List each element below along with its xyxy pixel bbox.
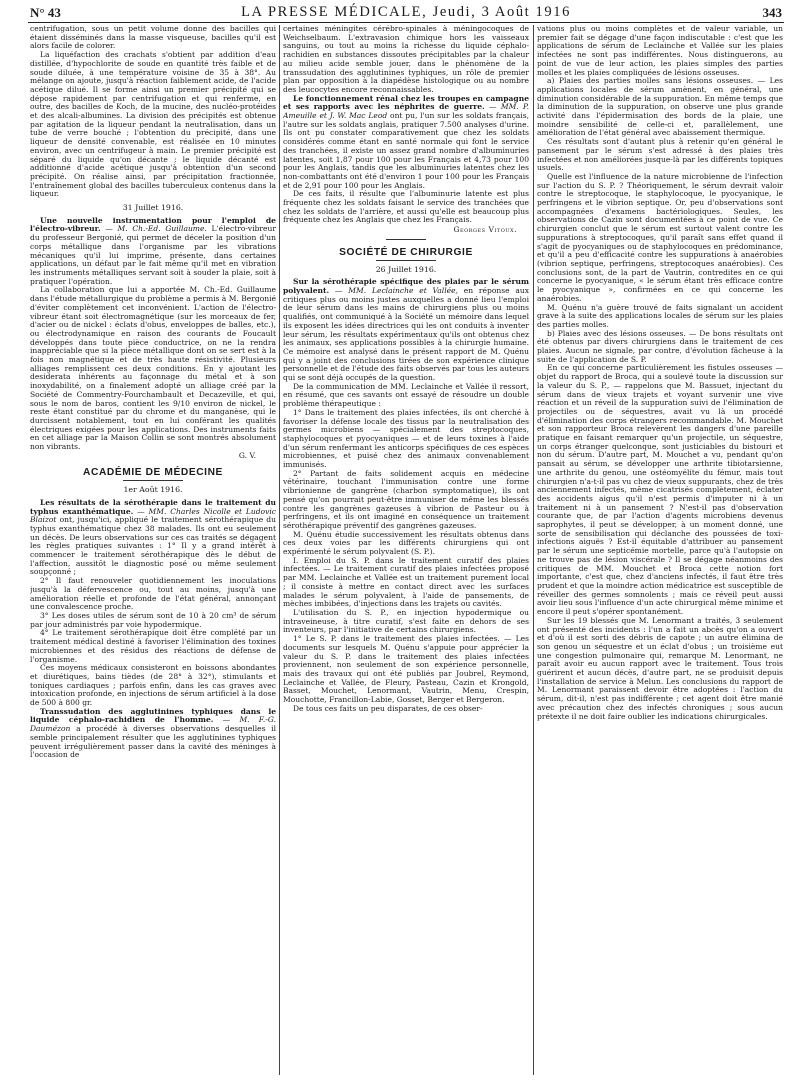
paragraph: 3° Les doses utiles de sérum sont de 10 à 20 cm³ de sérum par jour administrés par voie hypodermique. [30,611,276,629]
issue-number: N° 43 [30,5,61,20]
section-rule [123,480,183,481]
session-date: 1er Août 1916. [123,485,183,495]
article: Le fonctionnement rénal chez les troupes en campagne et ses rapports avec les néphrites de guerre. — MM. P. Ameuille et J. W. Mac Leod ont pu, l'un sur les soldats français, l'autre sur les soldats anglais, pratiquer 7.500 analyses d'urine. Ils ont pu constater comparativement que chez les soldats considérés comme étant en santé normale qui font le service des tranchées, il existe un assez grand nombre d'albuminuries latentes, soit 1,87 pour 100 pour les Français et 4,73 pour 100 pour les Anglais, tandis que les albuminuries latentes chez les non-combattants ont été d'environ 1 pour 100 pour les Français et de 2,91 pour 100 pour les Anglais. [283,93,529,190]
paragraph: 2° Il faut renouveler quotidiennement les inoculations jusqu'à la défervescence ou, tout au moins, jusqu'à une amélioration réelle et profonde de l'état général, annonçant une convalescence proche. [30,576,276,612]
article-author: MM. Charles Nicolle et Ludovic Blaizot [30,506,276,525]
paragraph: De ces faits, il résulte que l'albuminurie latente est plus fréquente chez les soldats faisant le service des tranchées que chez les soldats de l'arrière, et aussi qu'elle est beaucoup plus fréquente chez les Anglais que chez les Français. [283,189,529,225]
paragraph: 2° Partant de faits solidement acquis en médecine vétérinaire, touchant l'immunisation contre une forme vibrionienne de gangrène (charbon symptomatique), ils ont pensé qu'on pourrait peut-être immuniser de même les blessés contre les gangrènes gazeuses à vibrion de Pasteur ou à perfringens, et ils ont imaginé en conséquence un traitement sérothérapique préventif des gangrènes gazeuses. [283,468,529,530]
paragraph: certaines méningites cérébro-spinales à méningocoques de Weichselbaum. L'extravasion chimique hors les vaisseaux sanguins, ou tout au moins la richesse du liquide céphalo-rachidien en substances dissoutes précipitables par la chaleur au milieu acide semble jouer, dans le phénomène de la transsudation des agglutinines typhiques, un rôle de premier plan par opposition à la diapédèse histologique ou au nombre des leucocytes encore reconnaissables. [283,25,529,94]
signature: Georges Vitoux. [453,225,517,235]
paragraph: M. Quénu étudie successivement les résultats obtenus dans ces deux voies par les différents chirurgiens qui ont expérimenté le sérum polyvalent (S. P.). [283,529,529,557]
column-divider [533,25,534,1075]
session-date: 26 Juillet 1916. [375,264,437,274]
paragraph: De tous ces faits un peu disparates, de ces obser- [293,703,483,713]
column-2 [283,25,529,1077]
article-text: L'électro-vibreur du professeur Bergonié, qui permet de déceler la position d'un corps métallique dans l'organisme par les vibrations mécaniques qu'il lui imprime, présente, dans certaines applications, un défaut par le fait même qu'il met en vibration les instruments métalliques servant soit à souder la plaie, soit à pratiquer l'opération. [30,224,276,286]
paragraph: Quelle est l'influence de la nature microbienne de l'infection sur l'action du S. P. ? Théoriquement, le sérum devrait valoir contre le streptocoque, le staphylocoque, le pyocyanique, le perfringens et le vibrion septique. Or, peu d'observations sont accompagnées d'examens bactériologiques. Seules, les observations de Cazin sont documentées à ce point de vue. Ce chirurgien conclut que le sérum est surtout valent contre les suppurations à streptocoques, qu'il paraît sans effet quand il s'agit de pyocyaniques ou de staphylocoques en prédominance, et qu'il a peu d'efficacité contre les suppurations à anaérobies (vibrion septique, perfringens, streptocoques anaérobies). Ces conclusions sont, de la part de Vautrin, contredites en ce qui concerne le pyocyanique, « le sérum étant très efficace contre le pyocyanique », confirmées en ce qui concerne les anaérobies. [537,171,783,303]
paragraph: a) Plaies des parties molles sans lésions osseuses. — Les applications locales de sérum amènent, en général, une diminution considérable de la suppuration. En même temps que la diminution de la suppuration, on observe une plus grande activité dans l'épidermisation des bords de la plaie, une moindre sensibilité de celle-ci et, parallèlement, une amélioration de l'état général avec abaissement thermique. [537,76,783,138]
article-title: Une nouvelle instrumentation pour l'emploi de l'électro-vibreur. [30,215,276,234]
paragraph: I. Emploi du S. P. dans le traitement curatif des plaies infectées. — Le traitement curatif des plaies infectées proposé par MM. Leclainche et Vallée est un traitement purement local ; il consiste à mettre en contact direct avec les surfaces malades le sérum polyvalent, à l'aide de pansements, de mèches imbibées, d'injections dans les trajets ou cavités. [283,555,529,609]
section-heading: ACADÉMIE DE MÉDECINE [83,467,223,479]
journal-title: LA PRESSE MÉDICALE, Jeudi, 3 Août 1916 [241,4,571,20]
paragraph: b) Plaies avec des lésions osseuses. — De bons résultats ont été obtenus par divers chirurgiens dans le traitement de ces plaies. Aucun ne signale, par contre, d'évolution fâcheuse à la suite de l'application de S. P. [537,328,783,364]
paragraph: En ce qui concerne particulièrement les fistules osseuses — objet du rapport de Broca, qui a soulevé toute la discussion sur la valeur du S. P., — rappelons que M. Bassuet, injectant du sérum dans de vieux trajets et voyant survenir une vive réaction et un réveil de la suppuration suivi de l'élimination de projectiles ou de séquestres, avait vu là un procédé d'élimination des corps étrangers recommandable. M. Mouchet et son rapporteur Broca relevèrent les dangers d'une pareille pratique en faisant remarquer qu'un projectile, un séquestre, un corps étranger quelconque, sont justiciables du bistouri et non du sérum. D'autre part, M. Mouchet a vu, pendant qu'on pansait au sérum, se développer une arthrite tibiotarsienne, une arthrite du genou, une ostéomyélite du fémur, mais tout chirurgien n'a-t-il pas vu chez de vieux suppurants, chez de très anciennement infectés, même cicatrisés complètement, éclater des accidents aigus qu'il n'est permis d'imputer ni à un traitement ni à un pansement ? N'est-il pas d'observation courante que, de par l'action d'agents microbiens devenus saprophytes, il peut se développer, à un moment donné, une sorte de sensibilisation qui déclanche des poussées de toxi-infections aiguës ? Est-il équitable d'attribuer au pansement par le sérum une septicémie mortelle, parce qu'à l'autopsie on ne trouve pas de lésion viscérale ? Il se dégage néanmoins des critiques de MM. Mouchet et Broca cette notion fort importante, c'est que, chez d'anciens infectés, il faut être très prudent et que la moindre action médicatrice est susceptible de réveiller des germes somnolents ; mais ce réveil peut aussi avoir lieu sous l'influence d'un acte chirurgical même minime et encore il peut s'opérer spontanément. [537,363,783,617]
article-title: Les résultats de la sérothérapie dans le traitement du typhus exanthématique. [30,497,276,516]
article-title: Transsudation des agglutinines typhiques dans le liquide céphalo-rachidien de l'homme. [30,706,276,725]
session-date: 31 Juillet 1916. [122,203,184,213]
article-text: ont pu, l'un sur les soldats français, l'autre sur les soldats anglais, pratiquer 7.500 analyses d'urine. Ils ont pu constater comparativement que chez les soldats considérés comme étant en santé normale qui font le service des tranchées, il existe un assez grand nombre d'albuminuries latentes, soit 1,87 pour 100 pour les Français et 4,73 pour 100 pour les Anglais, tandis que les albuminuries latentes chez les non-combattants ont été d'environ 1 pour 100 pour les Français et de 2,91 pour 100 pour les Anglais. [283,111,529,190]
paragraph: La collaboration que lui a apportée M. Ch.-Ed. Guillaume dans l'étude métallurgique du problème a permis à M. Bergonié d'éviter complètement cet inconvénient. L'action de l'électro-vibreur étant soit électromagnétique (sur les morceaux de fer, d'acier ou de nickel : éclats d'obus, enveloppes de balles, etc.), ou électrodynamique en raison des courants de Foucault développés dans toute pièce conductrice, on ne la rendra inappréciable que si la pièce métallique dont on se sert est à la fois non magnétique et de très haute résistivité. Plusieurs alliages remplissent ces deux conditions. En y ajoutant les desiderata inhérents au façonnage du métal et à son inoxydabilité, on a finalement adopté un alliage créé par la Société de Commentry-Fourchambault et Decazeville, et qui, sous le nom de baros, contient les 9/10 environ de nickel, le reste étant constitué par du chrome et du manganèse, qui le durcissent notablement, tout en lui conférant les qualités électriques exigées pour les applications. Des instruments faits en cet alliage par la Maison Collin se sont montrés absolument non vibrants. [30,285,276,452]
article-title: Sur la sérothérapie spécifique des plaies par le sérum polyvalent. [283,277,529,295]
article-author: M. F.-G. Daumézon [30,715,276,734]
paragraph: Sur les 19 blessés que M. Lenormant a traités, 3 seulement ont présenté des incidents : l'un a fait un abcès qu'on a ouvert et d'où il est sorti des débris de capote ; un autre élimina de son genou un séquestre et un éclat d'obus ; un troisième eut une congestion pulmonaire qui, remarque M. Lenormant, ne paraît avoir eu aucun rapport avec le traitement. Tous trois guérirent et aucun décès, d'autre part, ne se produisit depuis l'installation de service à Melun. Les conclusions du rapport de M. Lenormant paraissent devoir être adoptées : l'action du sérum, dit-il, n'est pas indifférente ; cet agent doit être manié avec précaution chez des infectés chroniques ; sous aucun prétexte il ne doit faire oublier les indications chirurgicales. [537,615,783,721]
paragraph: centrifugation, sous un petit volume donne des bacilles qui étaient disséminés dans la masse visqueuse, bacilles qu'il est alors facile de colorer. [30,25,276,51]
paragraph: 1° Le S. P. dans le traitement des plaies infectées. — Les documents sur lesquels M. Quénu s'appuie pour apprécier la valeur du S. P. dans le traitement des plaies infectées proviennent, non seulement de son expérience personnelle, mais des travaux qui ont été publiés par Joubrel, Reymond, Leclainche et Vallée, de Fleury, Pasteau, Cazin et Krongold, Basset, Mouchet, Lenormant, Vautrin, Menu, Crespin, Mouchotte, Francillon-Labie, Gosset, Berger et Bergeron. [283,634,529,705]
section-heading: SOCIÉTÉ DE CHIRURGIE [339,246,473,258]
page-number: 343 [762,5,782,20]
paragraph: 4° Le traitement sérothérapique doit être complété par un traitement médical destiné à favoriser l'élimination des toxines microbiennes et des résidus des réactions de défense de l'organisme. [30,628,276,664]
paragraph: vations plus ou moins complètes et de valeur variable, un premier fait se dégage d'une façon indiscutable : c'est que les applications de sérum de Leclainche et Vallée sur les plaies infectées ne sont pas indifférentes. Nous distinguerons, au point de vue de leur action, les plaies simples des parties molles et les plaies compliquées de lésions osseuses. [537,25,783,77]
paragraph: La liquéfaction des crachats s'obtient par addition d'eau distillée, d'hypochlorite de soude en quantité très faible et de soude diluée, à une température voisine de 35 à 38°. Au mélange on ajoute, jusqu'à réaction faiblement acide, de l'acide acétique dilué. Il se forme ainsi un premier précipité qui se dépose rapidement par centrifugation et qui renferme, en outre, des bacilles de Koch, de la mucine, des nucléo-protéides et des alcali-albumines. La division des précipités est obtenue par agitation de la liqueur pendant la neutralisation, dans un tube de verre bouché ; l'obtention du précipité, dans une liqueur de densité convenable, est réalisée en 10 minutes environ, avec un centrifugeur à main. Le premier précipité est séparé du liquide qu'on décante ; le liquide décanté est additionné d'acide acétique jusqu'à obtention d'un second précipité. On réalise ainsi, par précipitation fractionnée, l'entraînement global des bacilles tuberculeux contenus dans la liqueur. [30,50,276,199]
separator-rule [386,239,426,240]
article: Transsudation des agglutinines typhiques dans le liquide céphalo-rachidien de l'homme. — M. F.-G. Daumézon a procédé à diverses observations desquelles il semble principalement résulter que les agglutinines typhiques peuvent irrégulièrement passer dans la cavité des méninges à l'occasion de [30,706,276,760]
article-title: Le fonctionnement rénal chez les troupes en campagne et ses rapports avec les néphrites de guerre. [283,93,529,112]
article-author: M. Ch.-Ed. Guillaume. [117,224,207,234]
signature: G. V. [238,450,256,460]
article: Les résultats de la sérothérapie dans le traitement du typhus exanthématique. — MM. Charles Nicolle et Ludovic Blaizot ont, jusqu'ici, appliqué le traitement sérothérapique du typhus exanthématique chez 38 malades. Ils ont eu seulement un décès. De leurs observations sur ces cas traités se dégagent les règles pratiques suivantes : 1° Il y a grand intérêt à commencer le traitement sérothérapique dès le début de l'affection, aussitôt le diagnostic posé ou même seulement soupçonné ; [30,497,276,577]
article-text: a procédé à diverses observations desquelles il semble principalement résulter que les agglutinines typhiques peuvent irrégulièrement passer dans la cavité des méninges à l'occasion de [30,724,276,760]
page-header [28,2,784,23]
paragraph: Ces résultats sont d'autant plus à retenir qu'en général le pansement par le sérum s'est adressé à des plaies très infectées et non améliorées jusque-là par les différents topiques usuels. [537,137,783,173]
article-author: MM. P. Ameuille et J. W. Mac Leod [283,102,529,121]
article: Une nouvelle instrumentation pour l'emploi de l'électro-vibreur. — M. Ch.-Ed. Guillaume. L'électro-vibreur du professeur Bergonié, qui permet de déceler la position d'un corps métallique dans l'organisme par les vibrations mécaniques qu'il lui imprime, présente, dans certaines applications, un défaut par le fait même qu'il met en vibration les instruments métalliques servant soit à souder la plaie, soit à pratiquer l'opération. [30,215,276,286]
column-divider [279,25,280,1075]
paragraph: Ces moyens médicaux consisteront en boissons abondantes et diurétiques, bains tièdes (de 28° à 32°), stimulants et toniques cardiaques ; parfois enfin, dans les cas graves avec intoxication profonde, en injections de sérum artificiel à la dose de 500 à 800 gr. [30,663,276,708]
paragraph: De la communication de MM. Leclainche et Vallée il ressort, en résumé, que ces savants ont essayé de résoudre un double problème thérapeutique : [283,381,529,409]
column-3 [537,25,783,1077]
paragraph: M. Quénu n'a guère trouvé de faits signalant un accident grave à la suite des applications locales de sérum sur les plaies des parties molles. [537,302,783,329]
article-text: ont, jusqu'ici, appliqué le traitement sérothérapique du typhus exanthématique chez 38 malades. Ils ont eu seulement un décès. De leurs observations sur ces cas traités se dégagent les règles pratiques suivantes : 1° Il y a grand intérêt à commencer le traitement sérothérapique dès le début de l'affection, aussitôt le diagnostic posé ou même seulement soupçonné ; [30,515,276,577]
article: Sur la sérothérapie spécifique des plaies par le sérum polyvalent. — MM. Leclainche et Vallée, en réponse aux critiques plus ou moins justes auxquelles a donné lieu l'emploi de leur sérum dans les mains de chirurgiens plus ou moins qualifiés, ont communiqué à la Société un mémoire dans lequel ils exposent les idées directrices qui les ont conduits à inventer leur sérum, les résultats expérimentaux qu'ils ont obtenus chez les animaux, ses applications possibles à la chirurgie humaine. Ce mémoire est analysé dans le présent rapport de M. Quénu qui y a joint des conclusions tirées de son expérience clinique personnelle et de l'étude des faits observés par tous les auteurs qui se sont déjà occupés de la question. [283,277,529,383]
section-rule [376,260,436,261]
article-text: en réponse aux critiques plus ou moins justes auxquelles a donné lieu l'emploi de leur sérum dans les mains de chirurgiens plus ou moins qualifiés, ont communiqué à la Société un mémoire dans lequel ils exposent les idées directrices qui les ont conduits à inventer leur sérum, les résultats expérimentaux qu'ils ont obtenus chez les animaux, ses applications possibles à la chirurgie humaine. Ce mémoire est analysé dans le présent rapport de M. Quénu qui y a joint des conclusions tirées de son expérience clinique personnelle et de l'étude des faits observés par tous les auteurs qui se sont déjà occupés de la question. [283,285,529,383]
article-author: MM. Leclainche et Vallée, [348,285,458,295]
column-1 [30,25,276,1077]
paragraph: L'utilisation du S. P., en injection hypodermique ou intraveineuse, à titre curatif, s'est faite en dehors de ses inventeurs, par l'initiative de certains chirurgiens. [283,608,529,635]
paragraph: 1° Dans le traitement des plaies infectées, ils ont cherché à favoriser la défense locale des tissus par la neutralisation des germes microbiens — spécialement des streptocoques, staphylocoques et pyocyaniques — et de leurs toxines à l'aide d'un sérum renfermant les anticorps spécifiques de ces espèces microbiennes, et puisé chez des animaux convenablement immunisés. [283,407,529,470]
